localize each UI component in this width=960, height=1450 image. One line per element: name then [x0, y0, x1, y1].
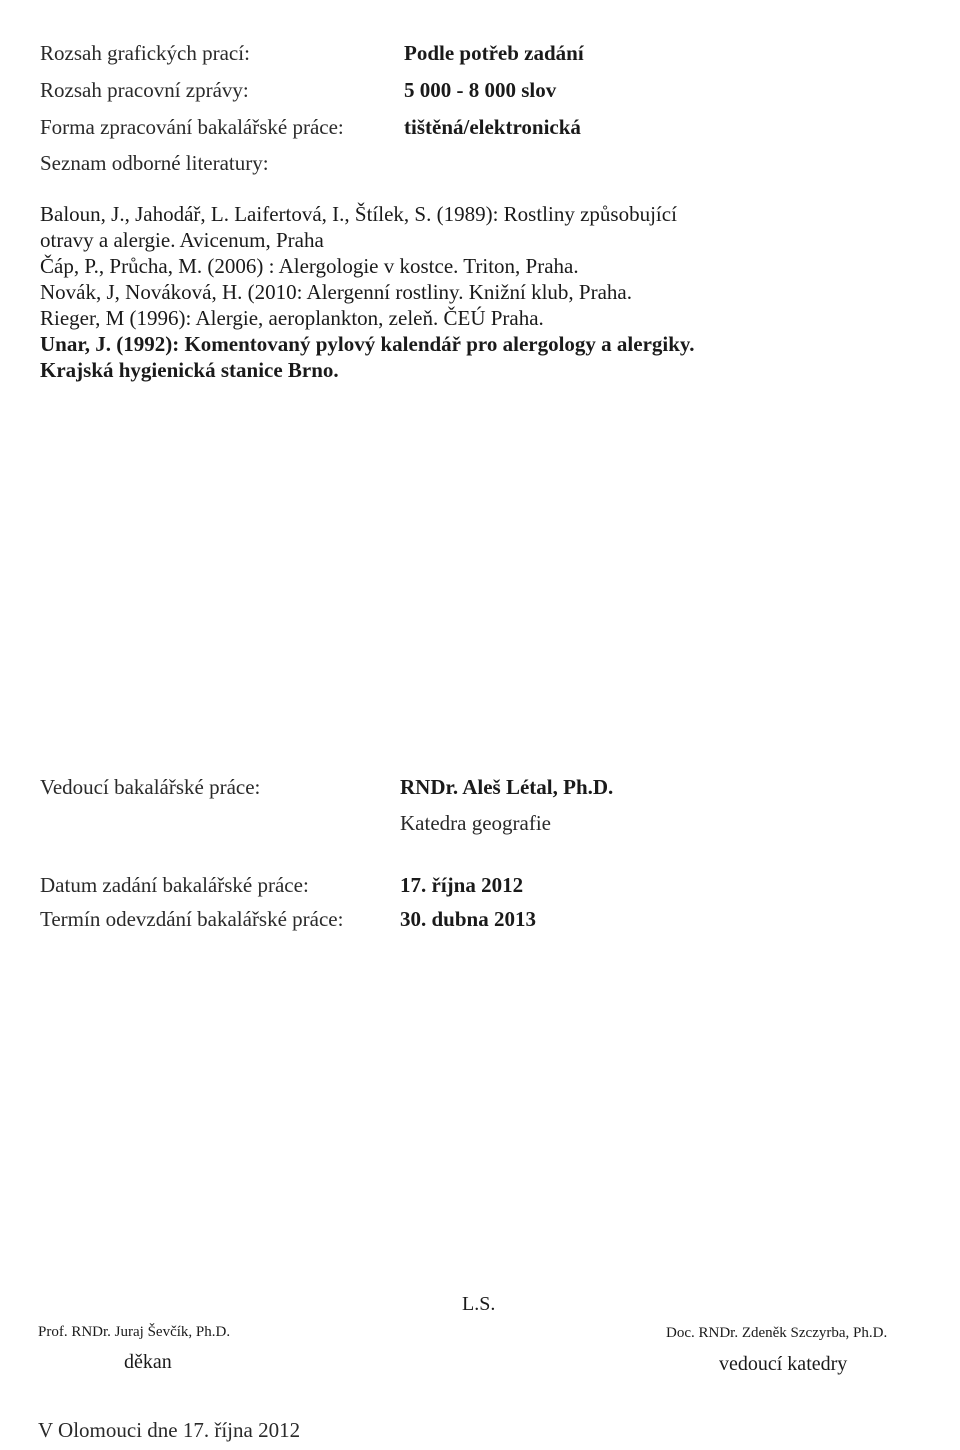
form-value: tištěná/elektronická [404, 115, 581, 139]
reference-line: Krajská hygienická stanice Brno. [40, 358, 339, 382]
supervisor-department: Katedra geografie [400, 811, 551, 835]
place-date: V Olomouci dne 17. října 2012 [38, 1418, 301, 1442]
dean-name: Prof. RNDr. Juraj Ševčík, Ph.D. [38, 1324, 231, 1340]
form-label: Forma zpracování bakalářské práce: [40, 115, 344, 139]
reference-line: Novák, J, Nováková, H. (2010: Alergenní rostliny. Knižní klub, Praha. [40, 280, 632, 304]
assigned-date-label: Datum zadání bakalářské práce: [40, 873, 309, 897]
report-scope-label: Rozsah pracovní zprávy: [40, 78, 249, 102]
graphics-scope-label: Rozsah grafických prací: [40, 41, 250, 65]
reference-line: Baloun, J., Jahodář, L. Laifertová, I., Štílek, S. (1989): Rostliny způsobující [40, 202, 677, 226]
deadline-value: 30. dubna 2013 [400, 907, 536, 931]
reference-list [40, 201, 695, 383]
report-scope-value: 5 000 - 8 000 slov [404, 78, 557, 102]
reference-line: Čáp, P., Průcha, M. (2006) : Alergologie v kostce. Triton, Praha. [40, 254, 579, 278]
head-role: vedoucí katedry [719, 1353, 848, 1375]
graphics-scope-value: Podle potřeb zadání [404, 41, 584, 65]
literature-label: Seznam odborné literatury: [40, 151, 269, 175]
assigned-date-value: 17. října 2012 [400, 873, 524, 897]
reference-line: otravy a alergie. Avicenum, Praha [40, 228, 324, 252]
reference-line: Rieger, M (1996): Alergie, aeroplankton, zeleň. ČEÚ Praha. [40, 306, 544, 330]
seal-placeholder: L.S. [462, 1293, 496, 1315]
supervisor-label: Vedoucí bakalářské práce: [40, 775, 261, 799]
supervisor-name: RNDr. Aleš Létal, Ph.D. [400, 775, 614, 799]
deadline-label: Termín odevzdání bakalářské práce: [40, 907, 344, 931]
dean-role: děkan [124, 1351, 172, 1373]
head-name: Doc. RNDr. Zdeněk Szczyrba, Ph.D. [666, 1325, 888, 1341]
reference-line: Unar, J. (1992): Komentovaný pylový kalendář pro alergology a alergiky. [40, 332, 695, 356]
